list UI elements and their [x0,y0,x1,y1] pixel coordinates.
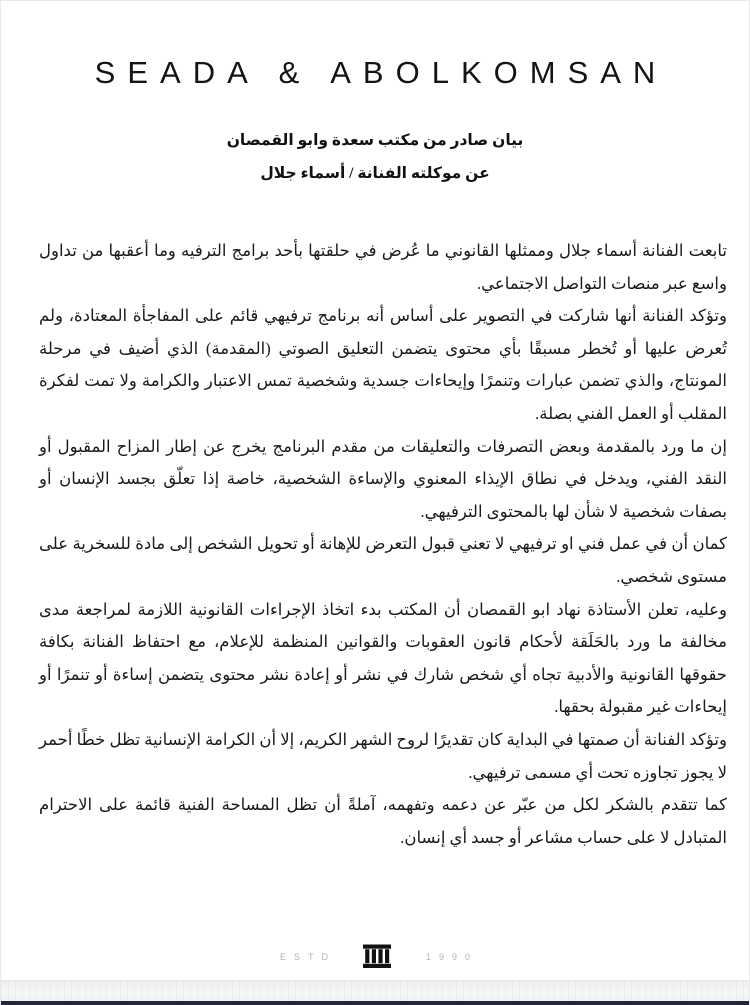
office-letterhead: SEADA & ABOLKOMSAN [94,55,668,90]
statement-body [39,235,727,854]
estd-year: 1990 [425,951,479,962]
paragraph: تابعت الفنانة أسماء جلال وممثلها القانوني ما عُرض في حلقتها بأحد برامج الترفيه وما أعقبها من تداول واسع عبر منصات التواصل الاجتماعي. [39,241,727,293]
statement-heading [1,124,749,190]
estd-label: ESTD [279,951,336,962]
paragraph: وعليه، تعلن الأستاذة نهاد ابو القمصان أن المكتب بدء اتخاذ الإجراءات القانونية اللازمة لمراجعة مدى مخالفة ما ورد بالحَلَقة لأحكام قانون العقوبات والقوانين المنظمة للإعلام، مع احتفاظ الفنانة بكافة حقوقها القانونية والأدبية تجاه أي شخص شارك في نشر أو إعادة نشر محتوى يتضمن إساءة أو تنمرًا أو إيحاءات غير مقبولة بحقها. [39,599,727,717]
paragraph: كمان أن في عمل فني او ترفيهي لا تعني قبول التعرض للإهانة أو تحويل الشخص إلى مادة للسخرية على مستوى شخصي. [39,534,727,586]
footer-brand-mark [1,944,749,969]
page-bottom-edge [1,980,749,1005]
classical-columns-icon [362,944,392,969]
paragraph: إن ما ورد بالمقدمة وبعض التصرفات والتعليقات من مقدم البرنامج يخرج عن إطار المزاح المقبول أو النقد الفني، ويدخل في نطاق الإيذاء المعنوي والإساءة الشخصية، خاصة إذا تعلّق بجسد الإنسان أو بصفات شخصية لا شأن لها بالمحتوى الترفيهي. [39,436,727,521]
statement-heading-line1: بيان صادر من مكتب سعدة وابو القمصان [226,132,524,149]
statement-heading-line2: عن موكلته الفنانة / أسماء جلال [260,165,490,182]
paragraph: كما تتقدم بالشكر لكل من عبّر عن دعمه وتفهمه، آملةً أن تظل المساحة الفنية قائمة على الاحترام المتبادل لا على حساب مشاعر أو جسد أي إنسان. [39,795,727,847]
paragraph: وتؤكد الفنانة أنها شاركت في التصوير على أساس أنه برنامج ترفيهي قائم على المفاجأة المعتادة، ولم تُعرض عليها أو تُخطر مسبقًا بأي محتوى يتضمن التعليق الصوتي (المقدمة) الذي أضيف في مرحلة المونتاج، والذي تضمن عبارات وتنمرًا وإيحاءات جسدية وشخصية تمس الاعتبار والكرامة ولا تمت لفكرة المقلب أو العمل الفني بصلة. [39,306,727,423]
paragraph: وتؤكد الفنانة أن صمتها في البداية كان تقديرًا لروح الشهر الكريم، إلا أن الكرامة الإنسانية تظل خطًا أحمر لا يجوز تجاوزه تحت أي مسمى ترفيهي. [39,729,727,782]
